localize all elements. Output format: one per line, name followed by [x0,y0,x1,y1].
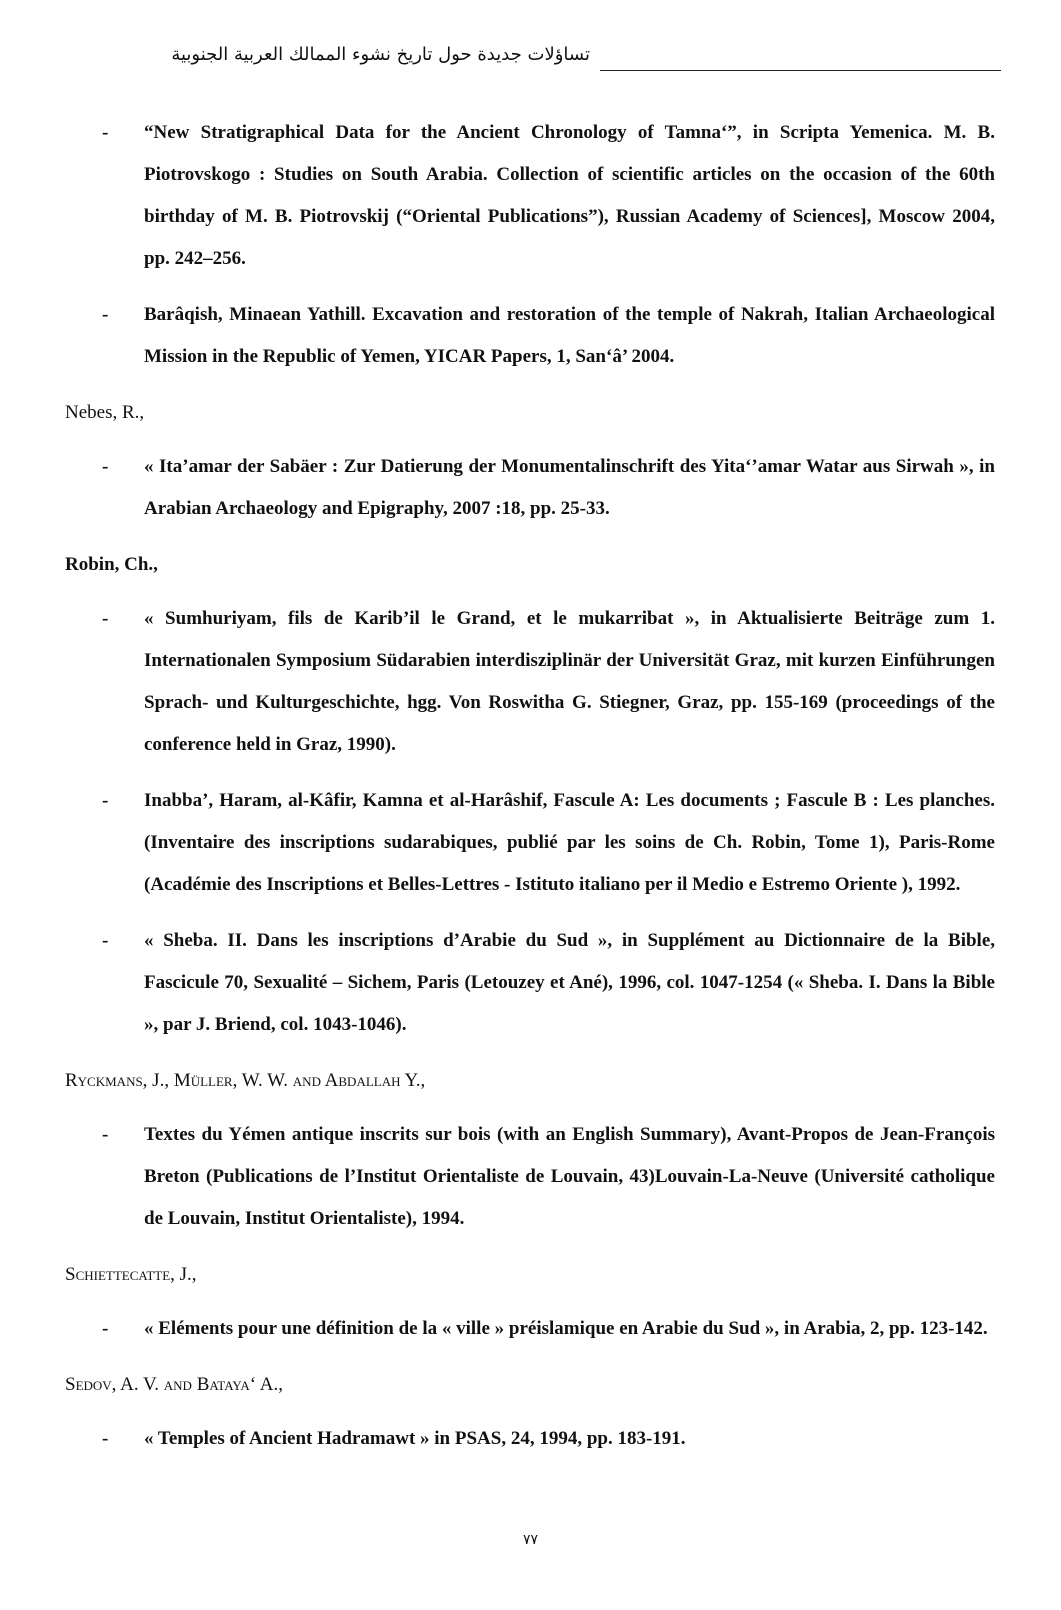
bullet-dash: - [102,122,109,143]
header-rule [600,70,1001,71]
bullet-dash: - [102,456,109,477]
author-heading: Schiettecatte, J., [65,1264,197,1285]
author-heading: Sedov, A. V. and Bataya‘ A., [65,1374,283,1395]
bibliography-entry [65,112,995,280]
entry-text: Barâqish, Minaean Yathill. Excavation and restoration of the temple of Nakrah, Italian Archaeological Mission in the Republic of Yemen, YICAR Papers, 1, San‘â’ 2004. [144,304,995,367]
bibliography-entry [65,1418,995,1460]
bullet-dash: - [102,304,109,325]
entry-text: « Sheba. II. Dans les inscriptions d’Arabie du Sud », in Supplément au Dictionnaire de la Bible, Fascicule 70, Sexualité – Sichem, Paris (Letouzey et Ané), 1996, col. 1047-1254 (« Sheba. I. Dans la Bible », par J. Briend, col. 1043-1046). [144,930,995,1035]
bullet-dash: - [102,1124,109,1145]
bullet-dash: - [102,1318,109,1339]
entry-text: « Sumhuriyam, fils de Karib’il le Grand, et le mukarribat », in Aktualisierte Beiträge zum 1. Internationalen Symposium Südarabien interdisziplinär der Universität Graz, mit kurzen Einführungen Sprach- und Kulturgeschichte, hgg. Von Roswitha G. Stiegner, Graz, pp. 155-169 (proceedings of the conference held in Graz, 1990). [144,608,995,755]
entry-text: « Ita’amar der Sabäer : Zur Datierung der Monumentalinschrift des Yita‘’amar Watar aus Sirwah », in Arabian Archaeology and Epigraphy, 2007 :18, pp. 25-33. [144,456,995,519]
bullet-dash: - [102,608,109,629]
bibliography-entry [65,1114,995,1240]
bibliography-entry [65,920,995,1046]
bibliography-entry [65,598,995,766]
running-header [60,44,1001,74]
bibliography [65,112,995,1474]
entry-text: Textes du Yémen antique inscrits sur bois (with an English Summary), Avant-Propos de Jean-François Breton (Publications de l’Institut Orientaliste de Louvain, 43)Louvain-La-Neuve (Université catholique de Louvain, Institut Orientaliste), 1994. [144,1124,995,1229]
bibliography-entry [65,294,995,378]
entry-text: « Temples of Ancient Hadramawt » in PSAS, 24, 1994, pp. 183-191. [144,1428,686,1449]
author-heading: Robin, Ch., [65,554,158,575]
author-heading: Nebes, R., [65,402,145,423]
bullet-dash: - [102,790,109,811]
entry-text: « Eléments pour une définition de la « ville » préislamique en Arabie du Sud », in Arabia, 2, pp. 123-142. [144,1318,988,1339]
bibliography-entry [65,780,995,906]
entry-text: Inabba’, Haram, al-Kâfir, Kamna et al-Harâshif, Fascule A: Les documents ; Fascule B : Les planches. (Inventaire des inscriptions sudarabiques, publié par les soins de Ch. Robin, Tome 1), Paris-Rome (Académie des Inscriptions et Belles-Lettres - Istituto italiano per il Medio e Estremo Oriente ), 1992. [144,790,995,895]
author-heading: Ryckmans, J., Müller, W. W. and Abdallah Y., [65,1070,426,1091]
entry-text: “New Stratigraphical Data for the Ancient Chronology of Tamna‘”, in Scripta Yemenica. M. B. Piotrovskogo : Studies on South Arabia. Collection of scientific articles on the occasion of the 60th birthday of M. B. Piotrovskij (“Oriental Publications”), Russian Academy of Sciences], Moscow 2004, pp. 242–256. [144,122,995,269]
bullet-dash: - [102,930,109,951]
running-header-title: تساؤلات جديدة حول تاريخ نشوء الممالك العربية الجنوبية [171,44,590,65]
bibliography-entry [65,1308,995,1350]
page-number: ٧٧ [522,1532,539,1548]
bullet-dash: - [102,1428,109,1449]
bibliography-entry [65,446,995,530]
